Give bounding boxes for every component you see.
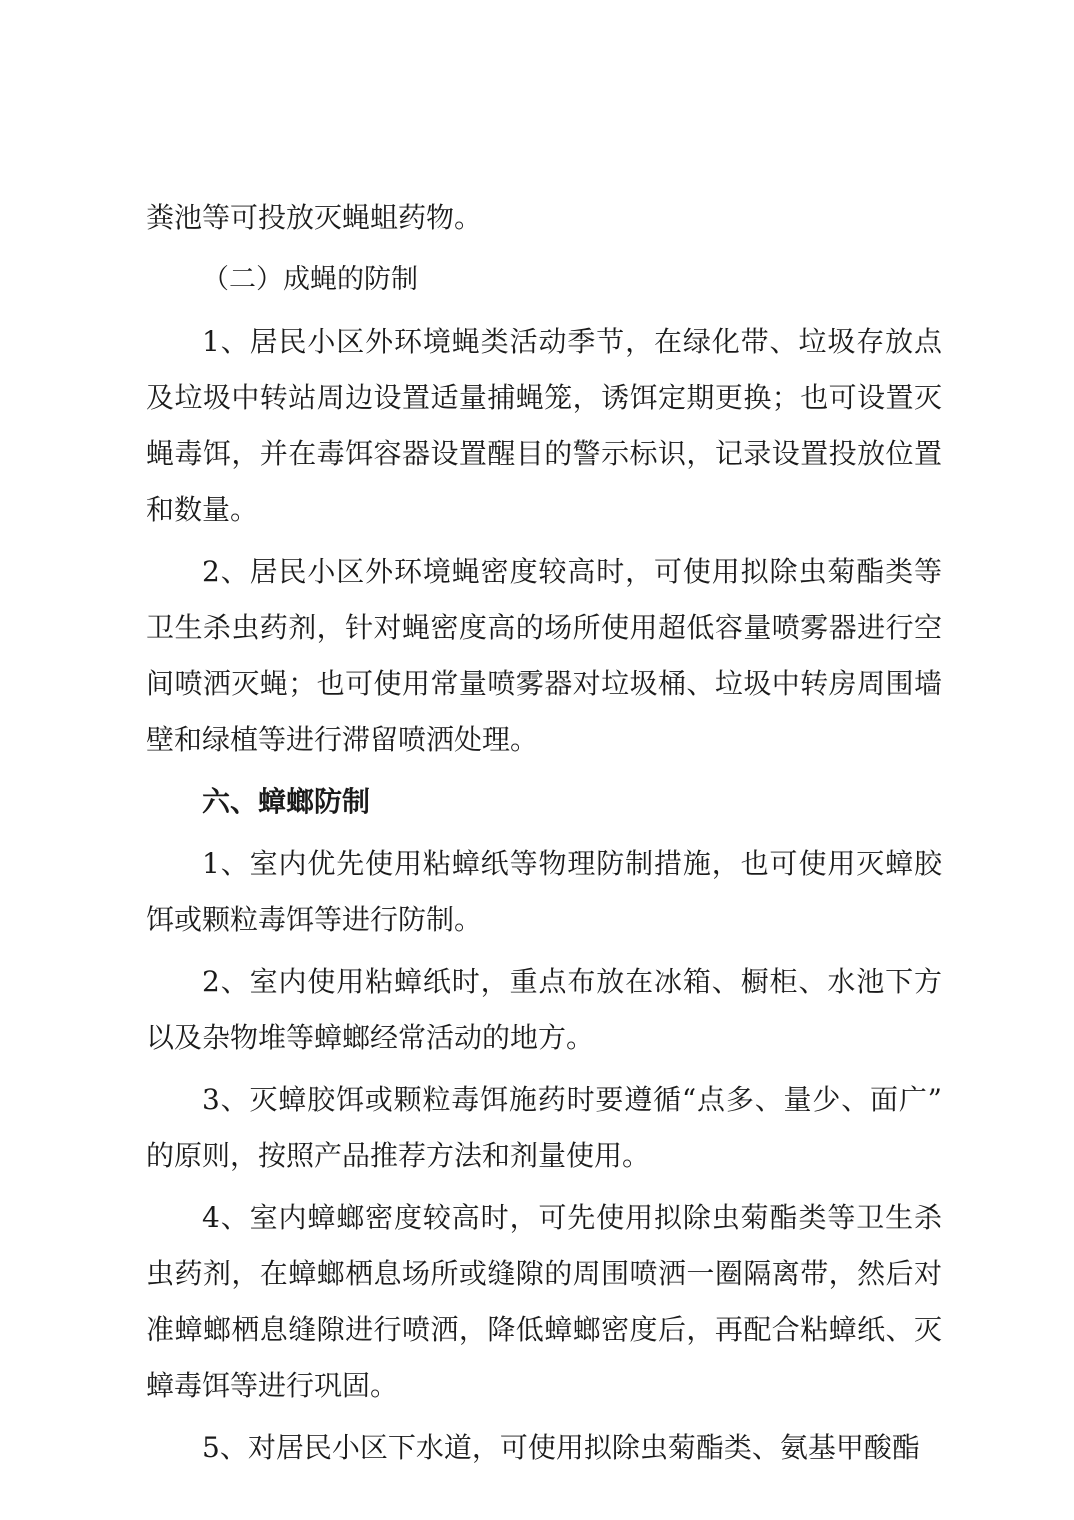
- section-heading: [146, 774, 942, 830]
- text-line: 虫药剂，在蟑螂栖息场所或缝隙的周围喷洒一圈隔离带，然后对: [146, 1257, 942, 1290]
- paragraph: [146, 544, 942, 768]
- paragraph: [146, 1190, 942, 1414]
- document-body: [146, 190, 942, 1476]
- text-line: 5、对居民小区下水道，可使用拟除虫菊酯类、氨基甲酸酯: [202, 1431, 920, 1464]
- text-line: 及垃圾中转站周边设置适量捕蝇笼，诱饵定期更换；也可设置灭: [146, 381, 942, 414]
- paragraph: [146, 836, 942, 948]
- text-line: 2、居民小区外环境蝇密度较高时，可使用拟除虫菊酯类等: [202, 555, 942, 588]
- subsection-heading: [146, 252, 942, 308]
- text-line: 蟑毒饵等进行巩固。: [146, 1369, 399, 1402]
- text-line: 粪池等可投放灭蝇蛆药物。: [146, 201, 483, 234]
- text-line: 准蟑螂栖息缝隙进行喷洒，降低蟑螂密度后，再配合粘蟑纸、灭: [146, 1313, 942, 1346]
- text-line: 蝇毒饵，并在毒饵容器设置醒目的警示标识，记录设置投放位置: [146, 437, 942, 470]
- paragraph: [146, 314, 942, 538]
- text-line: 2、室内使用粘蟑纸时，重点布放在冰箱、橱柜、水池下方: [202, 965, 942, 998]
- text-line: 六、蟑螂防制: [202, 785, 371, 818]
- text-line: 的原则，按照产品推荐方法和剂量使用。: [146, 1139, 651, 1172]
- text-line: 1、居民小区外环境蝇类活动季节，在绿化带、垃圾存放点: [202, 325, 942, 358]
- paragraph: [146, 1420, 942, 1476]
- text-line: 1、室内优先使用粘蟑纸等物理防制措施，也可使用灭蟑胶: [202, 847, 942, 880]
- text-line: 卫生杀虫药剂，针对蝇密度高的场所使用超低容量喷雾器进行空: [146, 611, 942, 644]
- text-line: 间喷洒灭蝇；也可使用常量喷雾器对垃圾桶、垃圾中转房周围墙: [146, 667, 942, 700]
- text-line: 饵或颗粒毒饵等进行防制。: [146, 903, 483, 936]
- text-line: （二）成蝇的防制: [202, 264, 418, 295]
- paragraph: [146, 1072, 942, 1184]
- text-line: 壁和绿植等进行滞留喷洒处理。: [146, 723, 539, 756]
- text-line: 和数量。: [146, 493, 259, 526]
- text-line: 4、室内蟑螂密度较高时，可先使用拟除虫菊酯类等卫生杀: [202, 1201, 942, 1234]
- paragraph: [146, 954, 942, 1066]
- text-line: 以及杂物堆等蟑螂经常活动的地方。: [146, 1021, 595, 1054]
- paragraph: [146, 190, 942, 246]
- text-line: 3、灭蟑胶饵或颗粒毒饵施药时要遵循“点多、量少、面广”: [202, 1083, 942, 1116]
